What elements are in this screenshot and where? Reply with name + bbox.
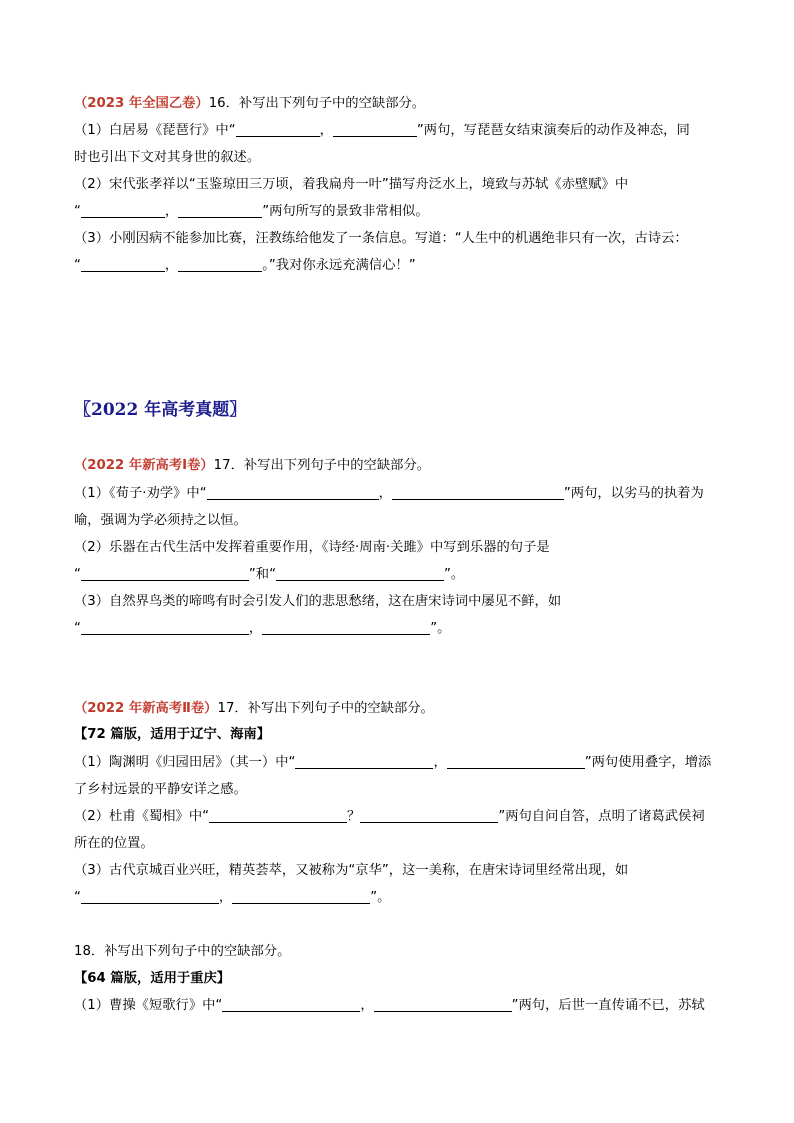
item-2: （2）乐器在古代生活中发挥着重要作用，《诗经·周南·关雎》中写到乐器的句子是 <box>74 540 550 555</box>
item-text: （1）白居易《琵琶行》中“ <box>74 123 236 138</box>
item-text: “ <box>74 258 81 273</box>
item-text: ， <box>164 258 179 273</box>
item-2 <box>74 808 705 826</box>
question-17-header <box>74 700 434 718</box>
question-stem: 17．补写出下列句子中的空缺部分。 <box>217 701 434 716</box>
answer-blank[interactable] <box>81 257 165 272</box>
item-1 <box>74 754 711 772</box>
question-stem: 17．补写出下列句子中的空缺部分。 <box>213 458 431 473</box>
item-text: ”两句，后世一直传诵不已，苏轼 <box>511 998 705 1013</box>
item-1-cont: 喻，强调为学必须持之以恒。 <box>74 513 247 528</box>
item-text: ”两句，写琵琶女结束演奏后的动作及神态，同 <box>416 123 690 138</box>
item-1 <box>74 485 704 503</box>
question-17-header <box>74 457 430 475</box>
section-heading: 〖2022 年高考真题〗 <box>74 400 247 420</box>
answer-blank[interactable] <box>207 485 379 500</box>
item-text: “ <box>74 567 81 582</box>
item-2: （2）宋代张孝祥以“玉鉴琼田三万顷，着我扁舟一叶”描写舟泛水上，境致与苏轼《赤壁赋》中 <box>74 177 629 192</box>
item-text: ”。 <box>370 890 391 905</box>
item-text: ， <box>378 486 392 501</box>
version-note: 【64 篇版，适用于重庆】 <box>74 971 231 986</box>
source-label: （2023 年全国乙卷） <box>74 96 209 111</box>
answer-blank[interactable] <box>232 889 370 904</box>
answer-blank[interactable] <box>178 203 262 218</box>
item-3: （3）古代京城百业兴旺，精英荟萃，又被称为“京华”，这一美称，在唐宋诗词里经常出现，如 <box>74 863 629 878</box>
source-label: （2022 年新高考Ⅱ卷） <box>74 701 218 716</box>
item-text: ”两句所写的景致非常相似。 <box>262 204 429 219</box>
answer-blank[interactable] <box>447 754 585 769</box>
answer-blank[interactable] <box>236 122 320 137</box>
answer-blank[interactable] <box>81 620 249 635</box>
item-1-cont: 了乡村远景的平静安详之感。 <box>74 782 247 797</box>
answer-blank[interactable] <box>81 203 165 218</box>
source-label: （2022 年新高考Ⅰ卷） <box>74 458 214 473</box>
item-text: ， <box>164 204 179 219</box>
item-text: ， <box>319 123 333 138</box>
version-note: 【72 篇版，适用于辽宁、海南】 <box>74 727 270 742</box>
item-text: “ <box>74 204 81 219</box>
answer-blank[interactable] <box>333 122 417 137</box>
item-3: （3）小刚因病不能参加比赛，汪教练给他发了一条信息。写道：“人生中的机遇绝非只有一次，古诗云： <box>74 231 688 246</box>
item-text: ”两句自问自答，点明了诸葛武侯祠 <box>498 809 705 824</box>
item-text: （1）《荀子·劝学》中“ <box>74 486 207 501</box>
item-text: “ <box>74 621 81 636</box>
item-text: ”。 <box>430 621 451 636</box>
item-2-blanks <box>74 566 464 584</box>
question-18-header: 18．补写出下列句子中的空缺部分。 <box>74 944 291 959</box>
item-3: （3）自然界鸟类的啼鸣有时会引发人们的悲思愁绪，这在唐宋诗词中屡见不鲜，如 <box>74 594 562 609</box>
answer-blank[interactable] <box>276 566 444 581</box>
answer-blank[interactable] <box>295 754 433 769</box>
answer-blank[interactable] <box>209 808 347 823</box>
answer-blank[interactable] <box>392 485 564 500</box>
answer-blank[interactable] <box>178 257 262 272</box>
item-text: （1）曹操《短歌行》中“ <box>74 998 223 1013</box>
item-text: ， <box>248 621 263 636</box>
item-text: ， <box>360 998 374 1013</box>
item-text: “ <box>74 890 81 905</box>
item-text: （2）杜甫《蜀相》中“ <box>74 809 210 824</box>
item-text: 。”我对你永远充满信心！” <box>262 258 416 273</box>
answer-blank[interactable] <box>81 889 219 904</box>
answer-blank[interactable] <box>262 620 430 635</box>
item-text: ？ <box>347 809 361 824</box>
item-1 <box>74 997 705 1015</box>
item-text: ”两句使用叠字，增添 <box>584 755 712 770</box>
item-text: ”和“ <box>248 567 276 582</box>
item-3-blanks <box>74 257 416 275</box>
item-text: ， <box>433 755 447 770</box>
item-text: （1）陶渊明《归园田居》（其一）中“ <box>74 755 296 770</box>
item-3-blanks <box>74 889 390 907</box>
item-2-blanks <box>74 203 429 221</box>
answer-blank[interactable] <box>81 566 249 581</box>
question-stem: 16．补写出下列句子中的空缺部分。 <box>208 96 426 111</box>
item-text: ”两句，以劣马的执着为 <box>563 486 704 501</box>
item-1 <box>74 122 690 140</box>
item-1-cont: 时也引出下文对其身世的叙述。 <box>74 150 261 165</box>
answer-blank[interactable] <box>360 808 498 823</box>
item-text: ”。 <box>443 567 465 582</box>
answer-blank[interactable] <box>374 997 512 1012</box>
answer-blank[interactable] <box>222 997 360 1012</box>
item-3-blanks <box>74 620 450 638</box>
item-2-cont: 所在的位置。 <box>74 836 154 851</box>
question-16-header <box>74 95 425 113</box>
item-text: ， <box>218 890 233 905</box>
